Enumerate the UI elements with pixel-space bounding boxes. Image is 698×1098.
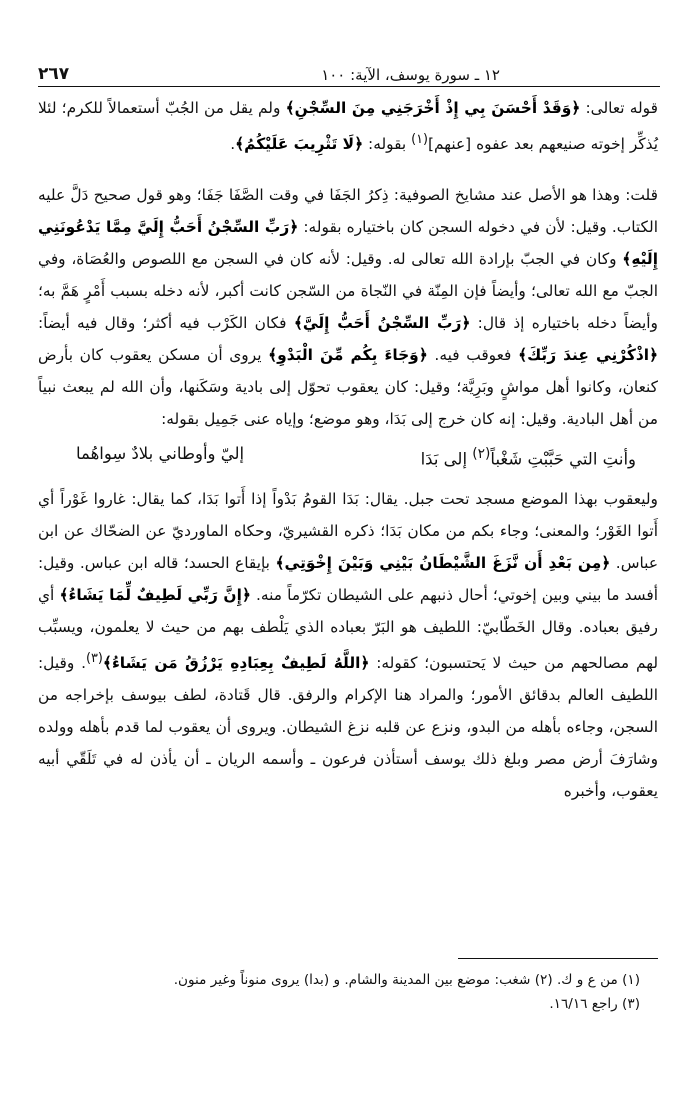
poem-verse xyxy=(38,437,658,477)
paragraph-2: قلت: وهذا هو الأصل عند مشايخ الصوفية: ذِكرُ الجَفَا في وقت الصَّفَا جَفَا؛ وهو قول صحيح دَلَّ عليه الكتاب. وقيل: لأن في دخوله السجن كان باختياره بقوله: ﴿رَبِّ السِّجْنُ أَحَبُّ إِلَيَّ مِمَّا يَدْعُونَنِي إِلَيْهِ﴾ وكان في الجبّ بإرادة الله تعالى له. وقيل: لأنه كان في السجن مع اللصوص والعُصَاة، وفي الجبّ مع الله تعالى؛ وأيضاً فإن المِنّة في النّجاة من السّجن كانت أكبر، لأنه دخله بسبب أَمْرٍ هَمَّ به؛ وأيضاً دخله باختياره إذ قال: ﴿رَبِّ السِّجْنُ أَحَبُّ إِلَيَّ﴾ فكان الكَرْب فيه أكثر؛ وقال فيه أيضاً: ﴿اذْكُرْنِي عِندَ رَبِّكَ﴾ فعوقب فيه. ﴿وَجَاءَ بِكُم مِّنَ الْبَدْوِ﴾ يروى أن مسكن يعقوب كان بأرض كنعان، وكانوا أهل مواشٍ وبَرِيَّة؛ وقيل: كان يعقوب تحوّل إلى بادية وسَكَنها، وأن الله لم يبعث نبياً من أهل البادية. وقيل: إنه كان خرج إلى بَدَا، وهو موضع؛ وإياه عنى جَمِيل بقوله: xyxy=(38,186,659,429)
poem-first-half: وأنتِ التي حَبَّبْتِ شَغْباً$^{(٢)}$ إلى بَدَا xyxy=(420,446,636,469)
paragraph-3: وليعقوب بهذا الموضع مسجد تحت جبل. يقال: بَدَا القومُ بَدْواً إذا أَتوا بَدَا، كما يقال: غاروا غَوْراً أي أَتوا الغَوْر؛ والمعنى؛ وجاء بكم من مكان بَدَا؛ ذكره القشيريّ، وحكاه الماورديّ عن الضحّاك عن ابن عباس. ﴿مِن بَعْدِ أَن نَّزَغَ الشَّيْطَانُ بَيْنِي وَبَيْنَ إِخْوَتِي﴾ بإيقاع الحسد؛ قاله ابن عباس. وقيل: أفسد ما بيني وبين إخوتي؛ أحال ذنبهم على الشيطان تكرّماً منه. ﴿إِنَّ رَبِّي لَطِيفٌ لِّمَا يَشَاءُ﴾ أي رفيق بعباده. وقال الخَطّابيّ: اللطيف هو البَرّ بعباده الذي يَلْطف بهم من حيث لا يعلمون، ويسبِّب لهم مصالحهم من حيث لا يَحتسبون؛ كقوله: ﴿اللَّهُ لَطِيفٌ بِعِبَادِهِ يَرْزُقُ مَن يَشَاءُ﴾$^{(٣)}$. وقيل: اللطيف العالم بدقائق الأمور؛ والمراد هنا الإكرام والرفق. قال قَتادة، لطف بيوسف بإخراجه من السجن، وجاءه بأهله من البدو، ونزع عن قلبه نزغ الشيطان. ويروى أن يعقوب لما قدم بأهله وولده وشارَفَ أرض مصر وبلغ ذلك يوسف أستأذن فرعون ـ وأسمه الريان ـ أن يأذن له في تَلَقّي أبيه يعقوب، وأخبره xyxy=(38,489,659,800)
paragraph-gap xyxy=(38,160,658,179)
footnote-line-2: (٣) راجع ١٦/١٦. xyxy=(549,996,640,1012)
poem-second-half: إليّ وأوطاني بلادٌ سِواهُما xyxy=(76,444,245,464)
main-text xyxy=(38,92,658,807)
running-title: ١٢ ـ سورة يوسف، الآية: ١٠٠ xyxy=(321,66,500,84)
footnotes xyxy=(40,968,658,1016)
page-number: ٢٦٧ xyxy=(38,64,70,84)
footnote-divider xyxy=(458,958,658,959)
paragraph-1: قوله تعالى: ﴿وَقَدْ أَحْسَنَ بِي إِذْ أَخْرَجَنِي مِنَ السِّجْنِ﴾ ولم يقل من الجُبّ أستعمالاً للكرم؛ لئلا يُذكِّر إخوته صنيعهم بعد عفوه [عنهم]$^{(١)}$ بقوله: ﴿لَا تَثْرِيبَ عَلَيْكُمُ﴾. xyxy=(38,99,658,154)
page-header xyxy=(38,58,660,87)
footnote-line-1: (١) من ع و ك. (٢) شغب: موضع بين المدينة والشام. و (بدا) يروى منوناً وغير منون. xyxy=(173,972,640,988)
